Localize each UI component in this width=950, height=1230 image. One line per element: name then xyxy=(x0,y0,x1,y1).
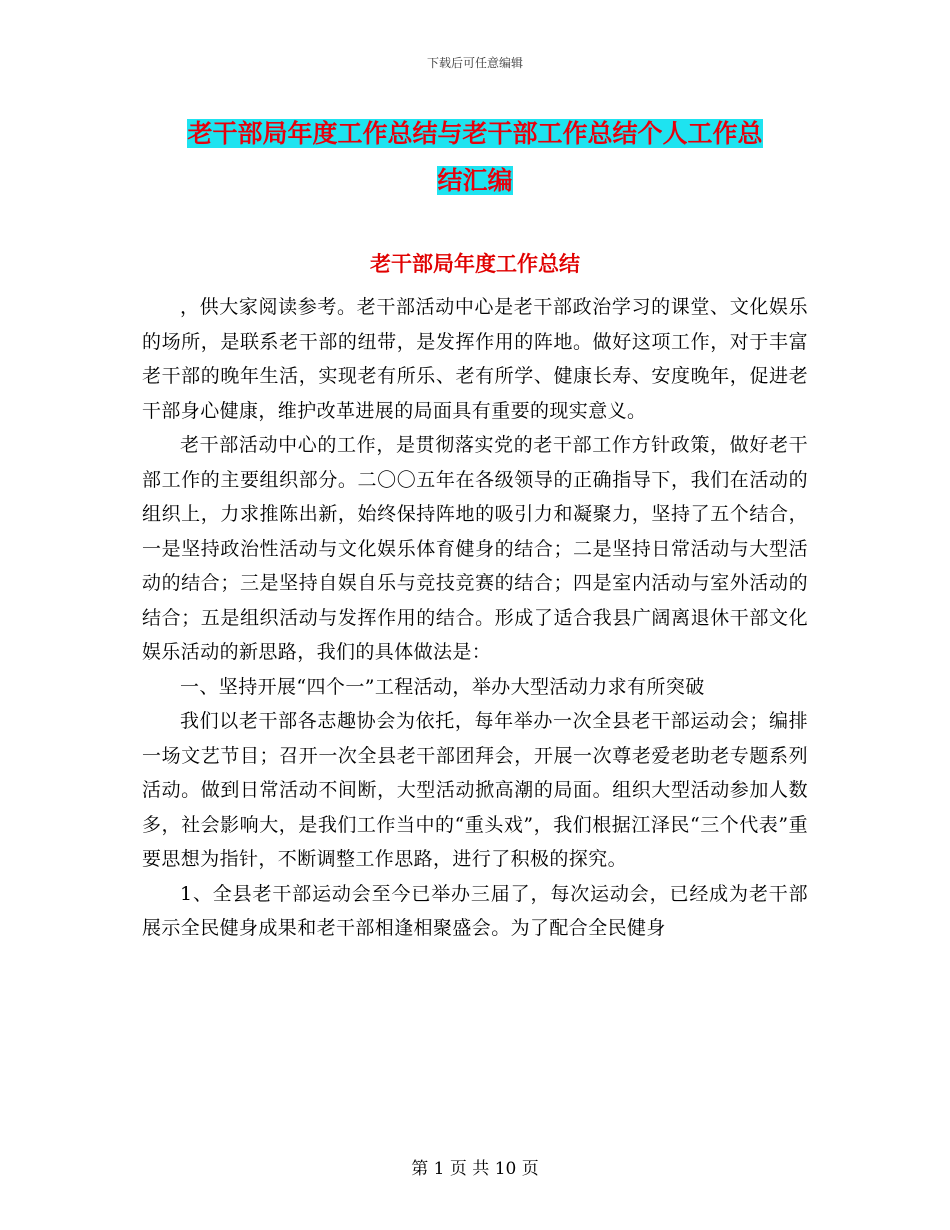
body-text xyxy=(142,290,808,946)
paragraph: 老干部活动中心的工作，是贯彻落实党的老干部工作方针政策，做好老干部工作的主要组织部分。二〇〇五年在各级领导的正确指导下，我们在活动的组织上，力求推陈出新，始终保持阵地的吸引力和凝聚力，坚持了五个结合，一是坚持政治性活动与文化娱乐体育健身的结合；二是坚持日常活动与大型活动的结合；三是坚持自娱自乐与竞技竞赛的结合；四是室内活动与室外活动的结合；五是组织活动与发挥作用的结合。形成了适合我县广阔离退休干部文化娱乐活动的新思路，我们的具体做法是： xyxy=(142,434,808,663)
document-title-line2: 结汇编 xyxy=(437,166,513,195)
paragraph: 一、坚持开展“四个一”工程活动，举办大型活动力求有所突破 xyxy=(180,675,705,698)
paragraph: 1、全县老干部运动会至今已举办三届了，每次运动会，已经成为老干部展示全民健身成果和老干部相逢相聚盛会。为了配合全民健身 xyxy=(142,882,808,939)
page-footer: 第 1 页 共 10 页 xyxy=(411,1159,539,1179)
section-title: 老干部局年度工作总结 xyxy=(370,251,580,276)
document-title-line1: 老干部局年度工作总结与老干部工作总结个人工作总 xyxy=(187,119,763,148)
header-note: 下载后可任意编辑 xyxy=(426,56,523,70)
paragraph: ，供大家阅读参考。老干部活动中心是老干部政治学习的课堂、文化娱乐的场所，是联系老干部的纽带，是发挥作用的阵地。做好这项工作，对于丰富老干部的晚年生活，实现老有所乐、老有所学、健康长寿、安度晚年，促进老干部身心健康，维护改革进展的局面具有重要的现实意义。 xyxy=(142,296,808,422)
paragraph: 我们以老干部各志趣协会为依托，每年举办一次全县老干部运动会；编排一场文艺节目；召开一次全县老干部团拜会，开展一次尊老爱老助老专题系列活动。做到日常活动不间断，大型活动掀高潮的局面。组织大型活动参加人数多，社会影响大，是我们工作当中的“重头戏”，我们根据江泽民“三个代表”重要思想为指针，不断调整工作思路，进行了积极的探究。 xyxy=(142,710,808,870)
document-title xyxy=(140,110,810,204)
